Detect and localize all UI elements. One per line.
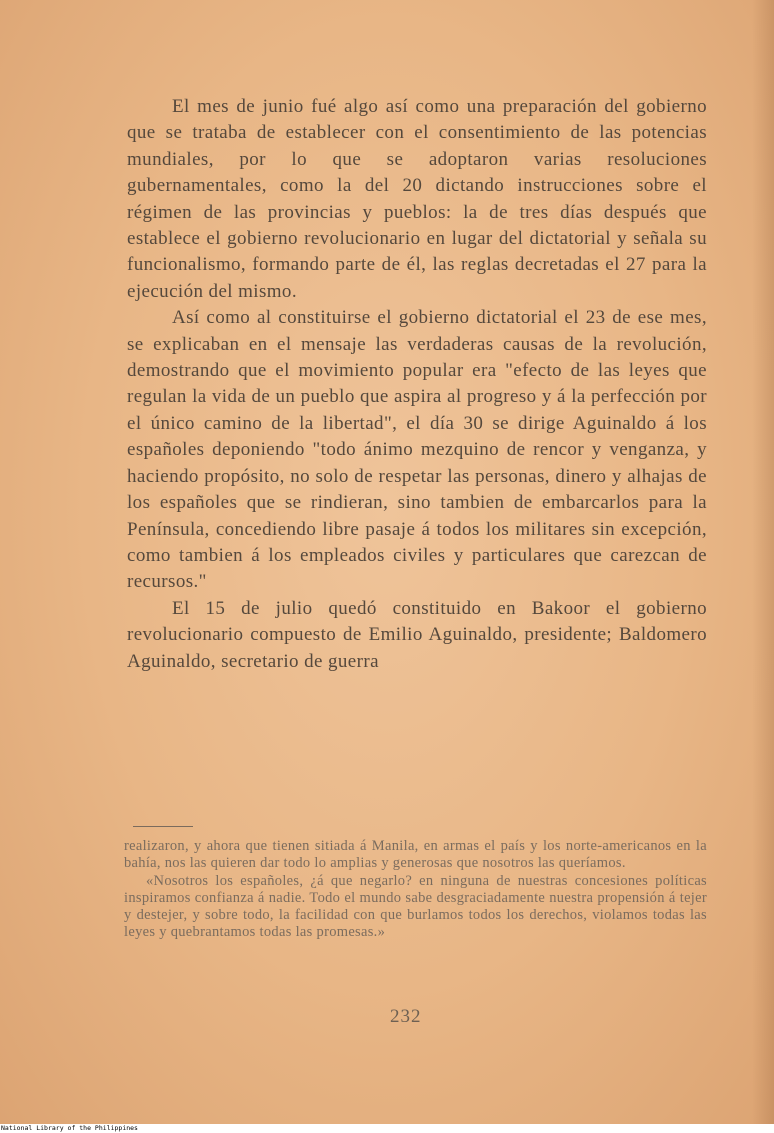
archive-footer — [0, 1124, 774, 1133]
paragraph-3: El 15 de julio quedó constituido en Bakoor el gobierno revolucionario compuesto de Emilio Aguinaldo, presidente; Baldomero Aguinaldo, secretario de guerra — [127, 597, 707, 672]
footnote-block — [124, 838, 707, 942]
paragraph-1: El mes de junio fué algo así como una preparación del gobierno que se trataba de establecer con el consentimiento de las potencias mundiales, por lo que se adoptaron varias resoluciones gubernamentales, como la del 20 dictando instrucciones sobre el régimen de las provincias y pueblos: la de tres días después que establece el gobierno revolucionario en lugar del dictatorial y señala su funcionalismo, formando parte de él, las reglas decretadas el 27 para la ejecución del mismo. — [127, 96, 707, 302]
paragraph-2: Así como al constituirse el gobierno dictatorial el 23 de ese mes, se explicaban en el mensaje las verdaderas causas de la revolución, demostrando que el movimiento popular era "efecto de las leyes que regulan la vida de un pueblo que aspira al progreso y á la perfección por el único camino de la libertad", el día 30 se dirige Aguinaldo á los españoles deponiendo "todo ánimo mezquino de rencor y venganza, y haciendo propósito, no solo de respetar las personas, dinero y alhajas de los españoles que se rindieran, sino tambien de embarcarlos para la Península, concediendo libre pasaje á todos los militares sin excepción, como tambien á los empleados civiles y particulares que carezcan de recursos." — [127, 307, 707, 593]
page-edge-shadow — [752, 0, 774, 1124]
archive-credit: National Library of the Philippines — [1, 1124, 138, 1132]
page-number: 232 — [390, 1006, 422, 1027]
footnote-divider — [133, 826, 193, 827]
footnote-paragraph-1: realizaron, y ahora que tienen sitiada á Manila, en armas el país y los norte-americanos en la bahía, nos las quieren dar todo lo amplias y generosas que nosotros las queríamos. — [124, 838, 707, 872]
footnote-paragraph-2: «Nosotros los españoles, ¿á que negarlo? en ninguna de nuestras concesiones políticas inspiramos confianza á nadie. Todo el mundo sabe desgraciadamente nuestra propensión á tejer y destejer, y sobre todo, la facilidad con que burlamos todos los derechos, violamos todas las leyes y quebrantamos todas las promesas.» — [124, 872, 707, 941]
main-text-block — [127, 94, 707, 675]
